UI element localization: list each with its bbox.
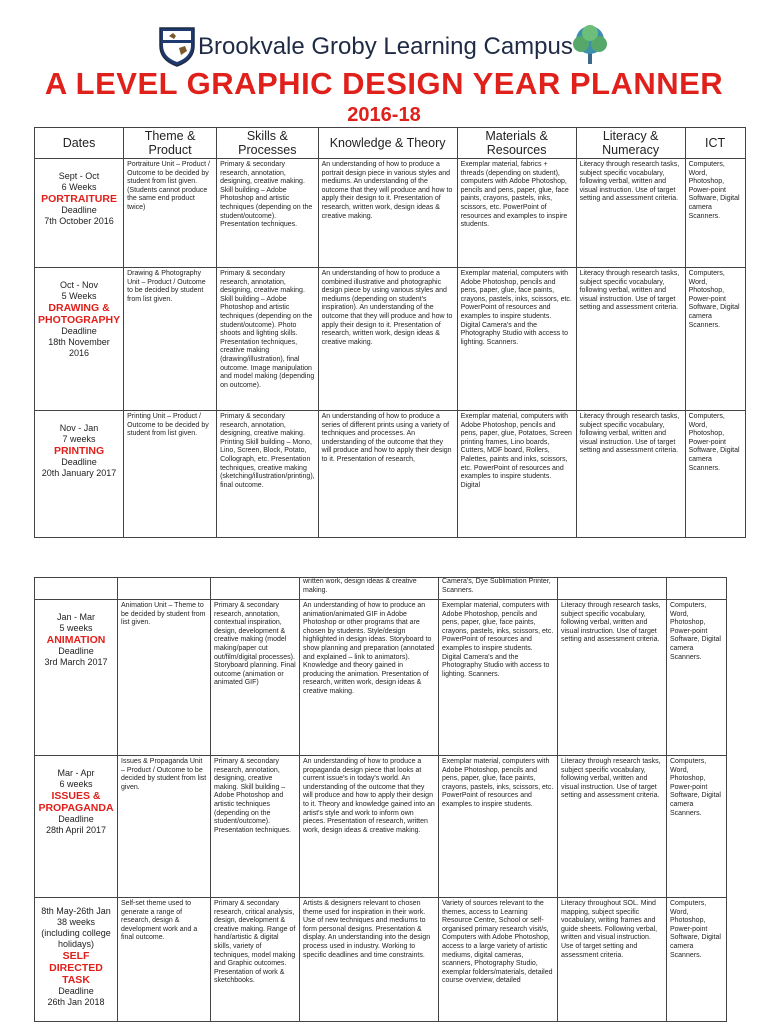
theme-cell bbox=[118, 578, 211, 600]
materials-cell: Exemplar material, computers with Adobe Photoshop, pencils and pens, paper, glue, face paints, crayons, pastels, inks, scissors, etc. PowerPoint of resources and examples to inspire students. Digital Camera's and the Photography Studio with access to lighting. Scanners. bbox=[439, 600, 558, 756]
period: Sept - Oct bbox=[58, 171, 100, 181]
ict-cell: Computers, Word, Photoshop, Power-point Software, Digital camera Scanners. bbox=[667, 898, 727, 1022]
table-row bbox=[35, 411, 746, 538]
deadline-date: 3rd March 2017 bbox=[44, 657, 108, 667]
unit-name: ISSUES & PROPAGANDA bbox=[38, 790, 114, 814]
deadline-label: Deadline bbox=[58, 814, 94, 824]
deadline-label: Deadline bbox=[61, 457, 97, 467]
ict-cell bbox=[667, 578, 727, 600]
skills-cell: Primary & secondary research, annotation, designing, creative making. Printing Skill building – Mono, Lino, Screen, Block, Potato, Collograph, etc. Presentation techniques, creative making (sketching/illustration/printing), final outcome. bbox=[217, 411, 319, 538]
col-header-ict: ICT bbox=[685, 128, 745, 159]
literacy-cell: Literacy through research tasks, subject specific vocabulary, following verbal, written and visual instruction. Use of target setting and assessment criteria. bbox=[558, 756, 667, 898]
skills-cell bbox=[211, 578, 300, 600]
deadline-label: Deadline bbox=[61, 326, 97, 336]
materials-cell: Exemplar material, computers with Adobe Photoshop, pencils and pens, paper, glue, Potatoes, Screen printing frames, Lino boards, Cutters, MDF board, Rollers, Palettes, paints and inks, scissors, etc. PowerPoint of resources and examples to inspire students. Digital bbox=[457, 411, 576, 538]
knowledge-cell: An understanding of how to produce a combined illustrative and photographic design piece by using various styles and mediums (depending on student's inspiration). An understanding of the outcome that they will produce and how to apply their design to it. Presentation of research, written work, design ideas & creative making. bbox=[318, 268, 457, 411]
page-header bbox=[0, 0, 768, 128]
table-row bbox=[35, 600, 727, 756]
theme-cell: Issues & Propaganda Unit – Product / Outcome to be decided by student from list given. bbox=[118, 756, 211, 898]
year-range: 2016-18 bbox=[347, 104, 421, 126]
unit-name: DRAWING & PHOTOGRAPHY bbox=[38, 302, 121, 326]
knowledge-cell: An understanding of how to produce a portrait design piece in various styles and mediums. An understanding of the outcome that they will produce and how to apply their design to it. Presentation of research, written work, design ideas & creative making. bbox=[318, 159, 457, 268]
col-header-skills: Skills & Processes bbox=[217, 128, 319, 159]
skills-cell: Primary & secondary research, annotation, designing, creative making. Skill building – Adobe Photoshop and artistic techniques (depending on the student/outcome). Presentation techniques. bbox=[217, 159, 319, 268]
deadline-label: Deadline bbox=[61, 205, 97, 215]
unit-name: PRINTING bbox=[53, 445, 105, 457]
date-cell bbox=[35, 411, 124, 538]
planner-table-top bbox=[34, 127, 746, 538]
school-crest-icon bbox=[157, 24, 197, 68]
weeks: 5 weeks bbox=[59, 623, 93, 633]
skills-cell: Primary & secondary research, annotation, designing, creative making. Skill building – Adobe Photoshop and artistic techniques (depending on the student/outcome). Presentation techniques. bbox=[211, 756, 300, 898]
skills-cell: Primary & secondary research, critical analysis, design, development & creative making. Range of hand/artistic & digital skills, variety of techniques, model making and Graphic outcomes. Presentation of work & sketchbooks. bbox=[211, 898, 300, 1022]
period: Nov - Jan bbox=[59, 423, 99, 433]
skills-cell: Primary & secondary research, annotation, designing, creative making. Skill building – Adobe Photoshop and artistic techniques (depending on the student/outcome). Photo shoots and lighting skills. Presentation techniques, creative making (drawing/illustration), final outcome. Image manipulation and model making (depending on outcome). bbox=[217, 268, 319, 411]
theme-cell: Drawing & Photography Unit – Product / Outcome to be decided by student from list given. bbox=[124, 268, 217, 411]
period: Jan - Mar bbox=[56, 612, 95, 622]
date-cell bbox=[35, 159, 124, 268]
table-header-row bbox=[35, 128, 746, 159]
col-header-literacy: Literacy & Numeracy bbox=[576, 128, 685, 159]
weeks: 6 Weeks bbox=[61, 182, 97, 192]
theme-cell: Portraiture Unit – Product / Outcome to be decided by student from list given. (Students cannot produce the same end product twice) bbox=[124, 159, 217, 268]
deadline-label: Deadline bbox=[58, 986, 94, 996]
skills-cell: Primary & secondary research, annotation, contextual inspiration, design, development & creative making (model making/paper cut out/film/digital processes). Storyboard planning. Final outcome (animation or animated GIF) bbox=[211, 600, 300, 756]
deadline-date: 18th November 2016 bbox=[48, 337, 110, 358]
literacy-cell: Literacy through research tasks, subject specific vocabulary, following verbal, written and visual instruction. Use of target setting and assessment criteria. bbox=[576, 268, 685, 411]
deadline-date: 26th Jan 2018 bbox=[47, 997, 105, 1007]
page-title: A LEVEL GRAPHIC DESIGN YEAR PLANNER bbox=[44, 66, 724, 101]
deadline-date: 7th October 2016 bbox=[44, 216, 114, 226]
col-header-dates: Dates bbox=[35, 128, 124, 159]
date-cell bbox=[35, 600, 118, 756]
period: Oct - Nov bbox=[60, 280, 99, 290]
col-header-knowledge: Knowledge & Theory bbox=[318, 128, 457, 159]
knowledge-cell: An understanding of how to produce a propaganda design piece that looks at current issue's in today's world. An understanding of the outcome that they will produce and how to apply their design to it. Theory and knowledge gained into an artist's style and work to inform own pieces. Presentation of research, written work, design ideas & creative making. bbox=[300, 756, 439, 898]
unit-name: PORTRAITURE bbox=[41, 193, 117, 205]
ict-cell: Computers, Word, Photoshop, Power-point Software, Digital camera Scanners. bbox=[685, 268, 745, 411]
literacy-cell: Literacy throughout SOL. Mind mapping, subject specific vocabulary, writing frames and guide sheets. Following verbal, written and visual instruction. Use of target setting and assessment criteria. bbox=[558, 898, 667, 1022]
tree-logo-icon bbox=[568, 24, 612, 66]
ict-cell: Computers, Word, Photoshop, Power-point Software, Digital camera Scanners. bbox=[685, 159, 745, 268]
theme-cell: Printing Unit – Product / Outcome to be decided by student from list given. bbox=[124, 411, 217, 538]
knowledge-cell: An understanding of how to produce an animation/animated GIF in Adobe Photoshop or other programs that are chosen by students. Style/design highlighted in design ideas. Storyboard to show planning and preparation (annotated and explained – link to animators). Knowledge and theory gained in producing the animation. Presentation of research, written work, design ideas & creative making. bbox=[300, 600, 439, 756]
table-row bbox=[35, 756, 727, 898]
deadline-label: Deadline bbox=[58, 646, 94, 656]
literacy-cell bbox=[558, 578, 667, 600]
period: Mar - Apr bbox=[57, 768, 95, 778]
literacy-cell: Literacy through research tasks, subject specific vocabulary, following verbal, written and visual instruction. Use of target setting and assessment criteria. bbox=[576, 159, 685, 268]
materials-cell: Exemplar material, fabrics + threads (depending on student), computers with Adobe Photoshop, pencils and pens, paper, glue, face paints, crayons, pastels, inks, scissors, etc. PowerPoint of resources and examples to inspire students. bbox=[457, 159, 576, 268]
ict-cell: Computers, Word, Photoshop, Power-point Software, Digital camera Scanners. bbox=[685, 411, 745, 538]
knowledge-cell: An understanding of how to produce a series of different prints using a variety of techniques and processes. An understanding of the outcome that they will produce and how to apply their design to it. Presentation of research, bbox=[318, 411, 457, 538]
weeks: 7 weeks bbox=[62, 434, 96, 444]
materials-cell: Camera's, Dye Sublimation Printer, Scanners. bbox=[439, 578, 558, 600]
literacy-cell: Literacy through research tasks, subject specific vocabulary, following verbal, written and visual instruction. Use of target setting and assessment criteria. bbox=[558, 600, 667, 756]
theme-cell: Animation Unit – Theme to be decided by student from list given. bbox=[118, 600, 211, 756]
theme-cell: Self-set theme used to generate a range of research, design & development work and a final outcome. bbox=[118, 898, 211, 1022]
ict-cell: Computers, Word, Photoshop, Power-point Software, Digital camera Scanners. bbox=[667, 756, 727, 898]
unit-name: SELF DIRECTED TASK bbox=[49, 950, 103, 986]
date-cell bbox=[35, 578, 118, 600]
planner-table-bottom bbox=[34, 577, 727, 1022]
deadline-date: 28th April 2017 bbox=[45, 825, 107, 835]
unit-name: ANIMATION bbox=[46, 634, 106, 646]
table-row bbox=[35, 268, 746, 411]
col-header-theme: Theme & Product bbox=[124, 128, 217, 159]
table-row bbox=[35, 159, 746, 268]
deadline-date: 20th January 2017 bbox=[41, 468, 117, 478]
weeks: 6 weeks bbox=[59, 779, 93, 789]
materials-cell: Exemplar material, computers with Adobe Photoshop, pencils and pens, paper, glue, face paints, crayons, pastels, inks, scissors, etc. PowerPoint of resources and examples to inspire students. Digital Camera's and the Photography Studio with access to lighting. Scanners. bbox=[457, 268, 576, 411]
knowledge-cell: written work, design ideas & creative making. bbox=[300, 578, 439, 600]
knowledge-cell: Artists & designers relevant to chosen theme used for inspiration in their work. Use of new techniques and mediums to form personal designs. Presentation & display. An understanding into the design process used in industry. Working to specific deadlines and time constraints. bbox=[300, 898, 439, 1022]
continuation-row bbox=[35, 578, 727, 600]
date-cell bbox=[35, 268, 124, 411]
table-row bbox=[35, 898, 727, 1022]
materials-cell: Variety of sources relevant to the themes, access to Learning Resource Centre, School or self-organised primary research visit/s, Computers with Adobe Photoshop, access to a large variety of artistic mediums, digital cameras, scanners, Photography Studio, exemplar folders/materials, detailed course overview, detailed bbox=[439, 898, 558, 1022]
literacy-cell: Literacy through research tasks, subject specific vocabulary, following verbal, written and visual instruction. Use of target setting and assessment criteria. bbox=[576, 411, 685, 538]
period: 8th May-26th Jan bbox=[41, 906, 111, 916]
weeks: 5 Weeks bbox=[61, 291, 97, 301]
date-cell bbox=[35, 756, 118, 898]
campus-name: Brookvale Groby Learning Campus bbox=[198, 33, 573, 60]
weeks: 38 weeks (including college holidays) bbox=[41, 917, 111, 949]
materials-cell: Exemplar material, computers with Adobe Photoshop, pencils and pens, paper, glue, face paints, crayons, pastels, inks, scissors, etc. PowerPoint of resources and examples to inspire students. bbox=[439, 756, 558, 898]
ict-cell: Computers, Word, Photoshop, Power-point Software, Digital camera Scanners. bbox=[667, 600, 727, 756]
date-cell bbox=[35, 898, 118, 1022]
col-header-materials: Materials & Resources bbox=[457, 128, 576, 159]
